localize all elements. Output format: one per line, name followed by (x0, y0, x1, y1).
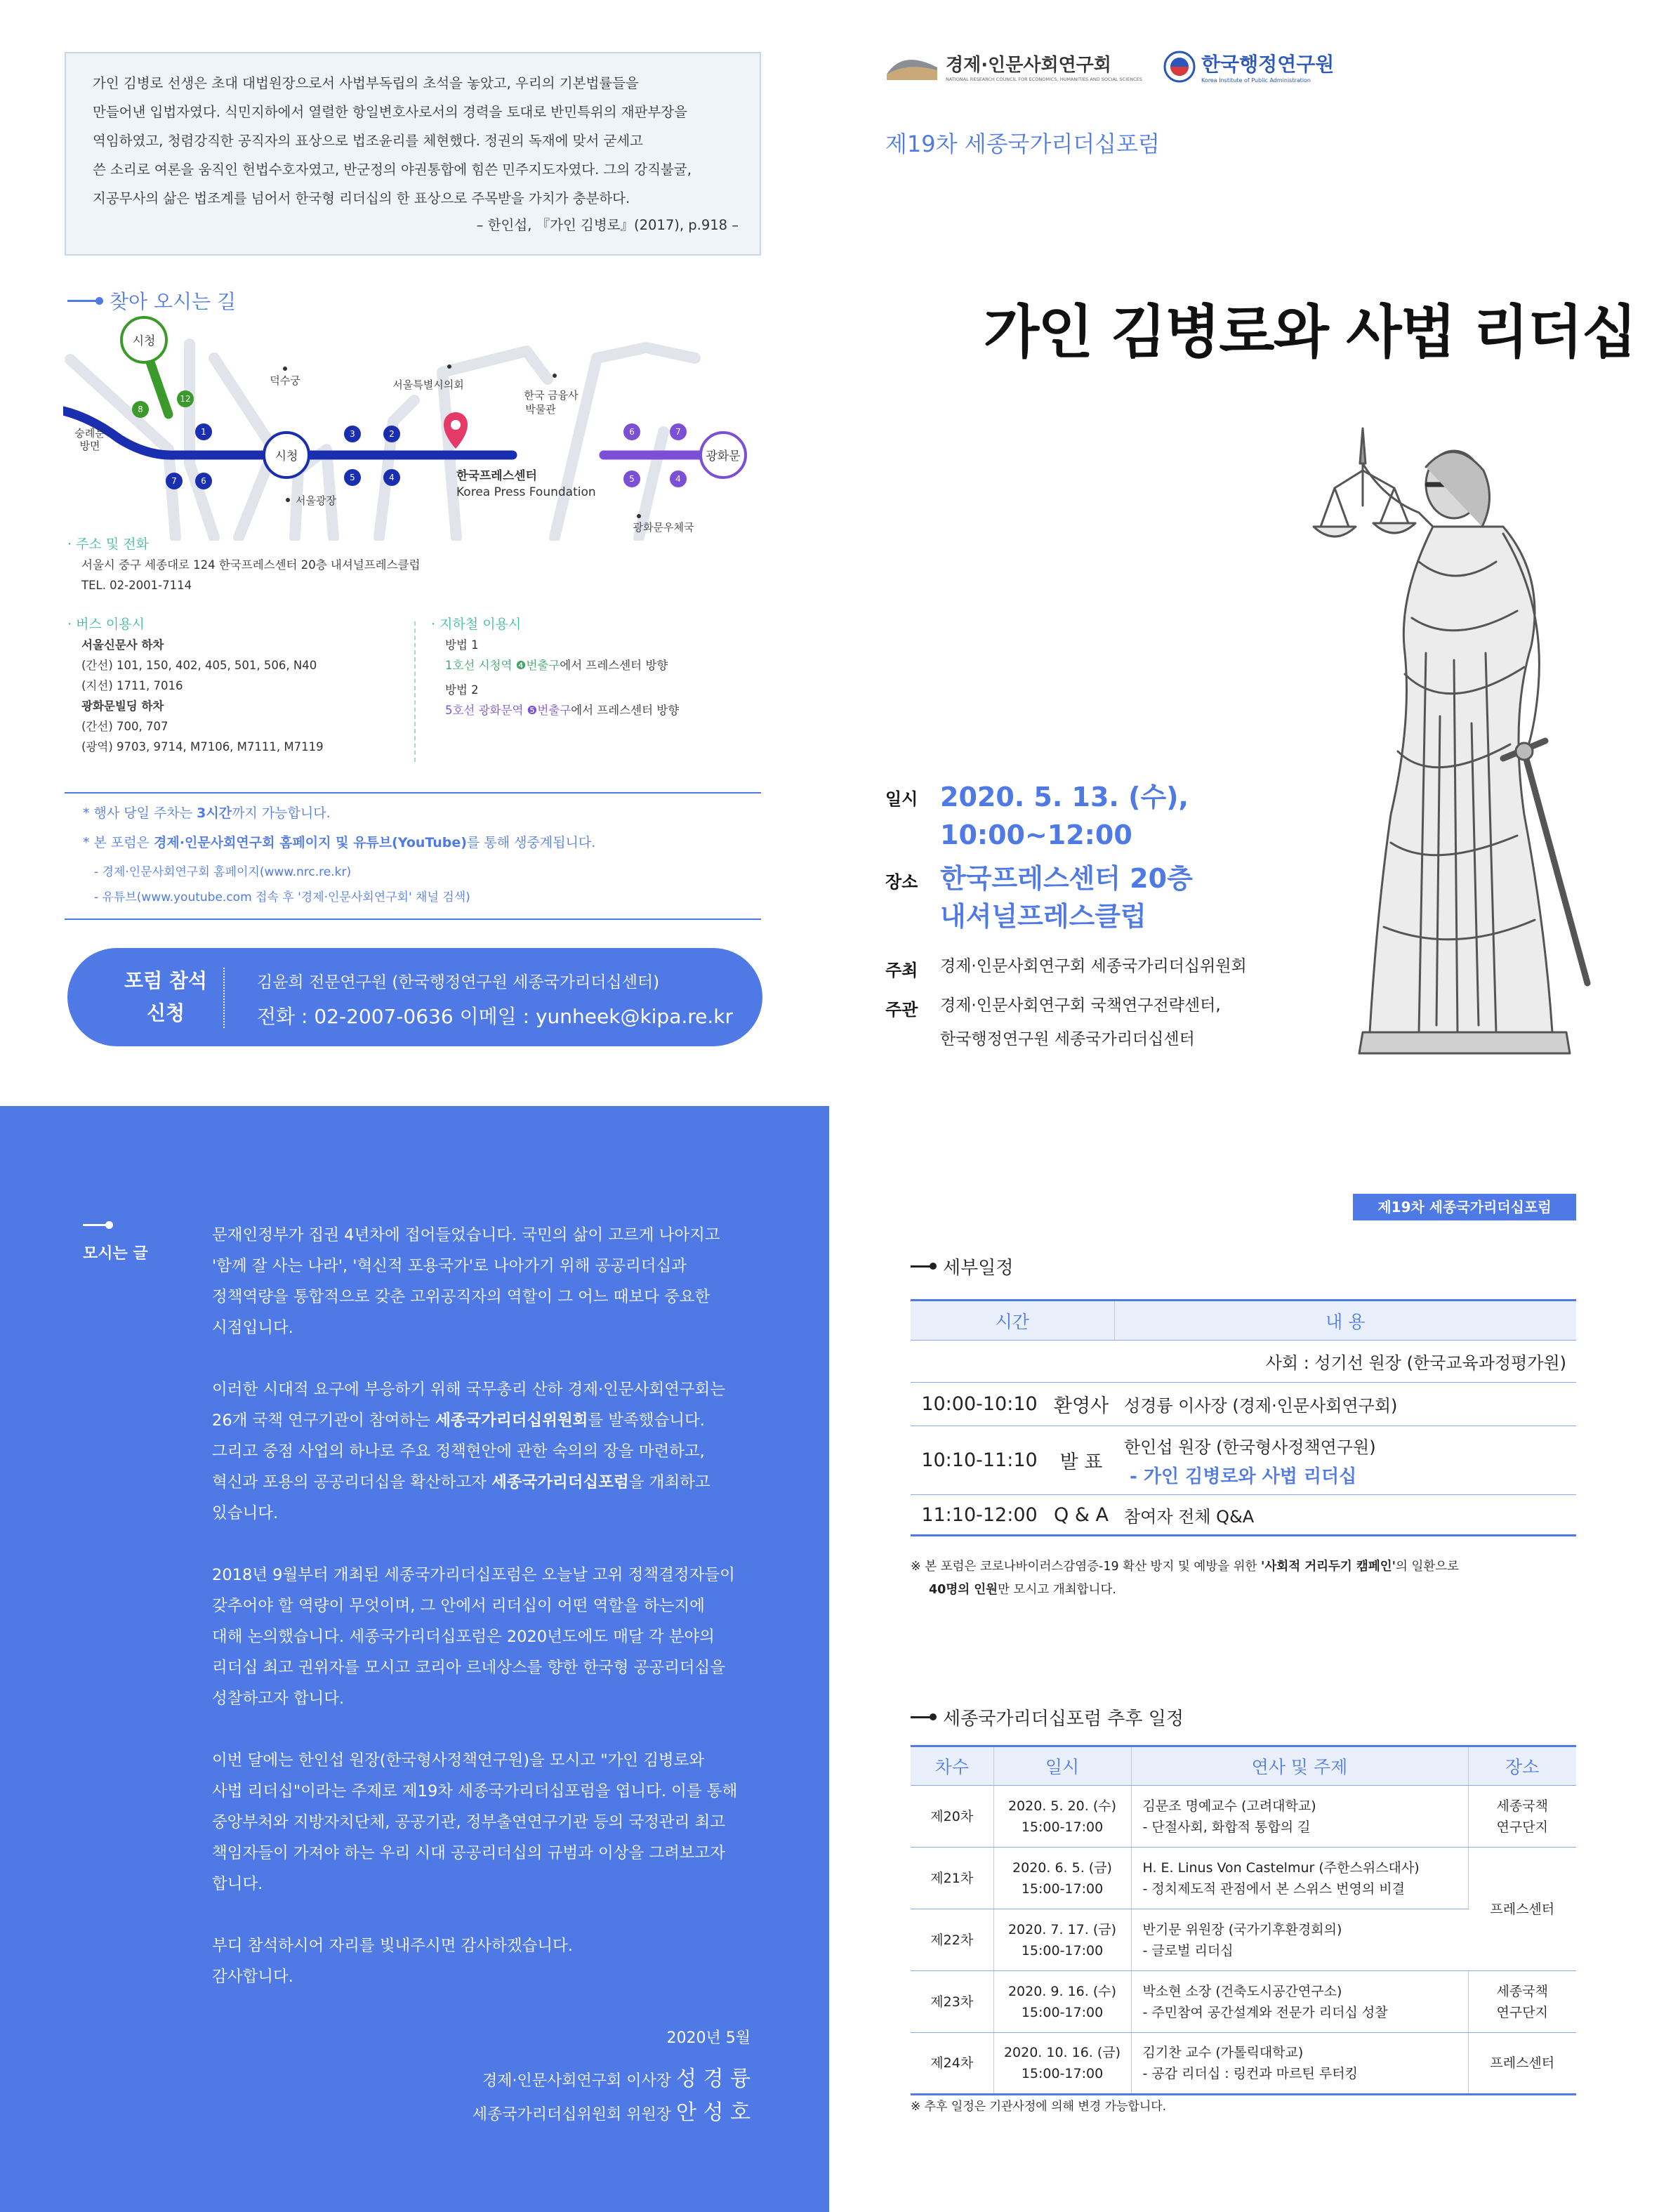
table-row (911, 1341, 1576, 1383)
svg-text:7: 7 (675, 427, 681, 437)
lady-justice-statue-image (1293, 421, 1615, 1060)
divider (65, 919, 761, 920)
svg-text:2: 2 (389, 429, 395, 439)
quote-line: 지공무사의 삶은 법조계를 넘어서 한국형 리더십의 한 표상으로 주목받을 가치가 충분하다. (93, 190, 630, 206)
invitation-line: 성찰하고자 합니다. (212, 1690, 345, 1708)
row-speaker: H. E. Linus Von Castelmur (주한스위스대사) - 정치제도적 관점에서 본 스위스 번영의 비결 (1131, 1848, 1468, 1909)
svg-text:6: 6 (201, 476, 206, 486)
table-row (911, 2033, 1576, 2095)
invitation-line: 2018년 9월부터 개최된 세종국가리더십포럼은 오늘날 고위 정책결정자들이 (212, 1566, 735, 1584)
event-place: 한국프레스센터 20층 내셔널프레스클럽 (940, 863, 1193, 932)
invitation-line: 문재인정부가 집권 4년차에 접어들었습니다. 국민의 삶이 고르게 나아지고 (212, 1226, 720, 1244)
row-no: 제24차 (911, 2033, 993, 2095)
signature-2: 세종국가리더십위원회 위원장 안 성 호 (472, 2100, 751, 2125)
nrc-logo-text: 경제·인문사회연구회 (946, 55, 1111, 76)
row-date: 2020. 5. 20. (수) 15:00-17:00 (993, 1786, 1131, 1848)
road (190, 344, 214, 537)
invitation-line: 시점입니다. (212, 1319, 293, 1337)
row-place: 프레스센터 (1468, 1848, 1576, 1971)
svg-text:광화문우체국: 광화문우체국 (633, 521, 694, 534)
invitation-line: 정책역량을 통합적으로 갖춘 고위공직자의 역할이 그 어느 때보다 중요한 (212, 1288, 710, 1306)
row-content: 참여자 전체 Q&A (1114, 1495, 1576, 1536)
moderator: 사회 : 성기선 원장 (한국교육과정평가원) (911, 1341, 1576, 1383)
subway-label: · 지하철 이용시 (431, 617, 522, 632)
address-label: · 주소 및 전화 (67, 536, 149, 552)
paragraph-gap (212, 1343, 753, 1374)
press-center-label: 한국프레스센터 (456, 469, 537, 483)
contact-info[interactable]: 전화 : 02-2007-0636 이메일 : yunheek@kipa.re.kr (257, 1005, 734, 1028)
address-text: 서울시 중구 세종대로 124 한국프레스센터 20층 내셔널프레스클럽 TEL. 02-2001-7114 (81, 558, 421, 592)
schedule-panel (829, 1106, 1659, 2212)
registration-box (67, 948, 762, 1046)
registration-label: 포럼 참석 신청 (124, 969, 207, 1025)
svg-text:4: 4 (389, 473, 395, 482)
row-place: 세종국책 연구단지 (1468, 1786, 1576, 1848)
invitation-line: 이번 달에는 한인섭 원장(한국형사정책연구원)을 모시고 "가인 김병로와 (212, 1751, 705, 1770)
bullet-line-icon (911, 1265, 934, 1268)
col-place: 장소 (1468, 1746, 1576, 1786)
table-row (911, 1971, 1576, 2033)
table-row (911, 1495, 1576, 1536)
row-speaker: 박소현 소장 (건축도시공간연구소) - 주민참여 공간설계와 전문가 리더십 성찰 (1131, 1971, 1468, 2033)
invitation-line: 갖추어야 할 역량이 무엇이며, 그 안에서 리더십이 어떤 역할을 하는지에 (212, 1597, 705, 1615)
svg-text:3: 3 (350, 429, 355, 439)
table-row (911, 1426, 1576, 1495)
invitation-title: 모시는 글 (83, 1245, 148, 1263)
quote-line: 만들어낸 입법자였다. 식민지하에서 열렬한 항일변호사로서의 경력을 토대로 반민특위의 재판부장을 (93, 104, 687, 120)
col-no: 차수 (911, 1746, 993, 1786)
invitation-line: 중앙부처와 지방자치단체, 공공기관, 정부출연연구기관 등의 국정관리 최고 (212, 1813, 726, 1831)
col-speaker: 연사 및 주제 (1131, 1746, 1468, 1786)
place-label: 장소 (885, 872, 918, 892)
invitation-line: 합니다. (212, 1875, 263, 1893)
invitation-line: '함께 잘 사는 나라', '혁신적 포용국가'로 나아가기 위해 공공리더십과 (212, 1257, 687, 1275)
invitation-line: 사법 리더십"이라는 주제로 제19차 세종국가리더십포럼을 엽니다. 이를 통해 (212, 1782, 738, 1800)
divider (223, 968, 225, 1028)
table-row (911, 1383, 1576, 1426)
invitation-line: 있습니다. (212, 1504, 279, 1522)
svg-text:방면: 방면 (79, 440, 100, 452)
kipa-logo-text: 한국행정연구원 (1201, 53, 1335, 76)
subway-text: 방법 1 1호선 시청역 ❹번출구에서 프레스센터 방향 방법 2 5호선 광화문역 ❺번출구에서 프레스센터 방향 (445, 638, 680, 717)
homepage-note: - 경제·인문사회연구회 홈페이지(www.nrc.re.kr) (94, 865, 352, 879)
distancing-note: ※ 본 포럼은 코로나바이러스감염증-19 확산 방지 및 예방을 위한 '사회적 거리두기 캠페인'의 일환으로 40명의 인원만 모시고 개최합니다. (911, 1560, 1460, 1597)
svg-text:서울광장: 서울광장 (296, 494, 336, 507)
invitation-line: 혁신과 포용의 공공리더십을 확산하고자 세종국가리더십포럼을 개최하고 (212, 1473, 710, 1492)
svg-text:5: 5 (629, 474, 635, 484)
forum-badge: 제19차 세종국가리더십포럼 (1353, 1194, 1576, 1220)
directions-panel (0, 0, 829, 1106)
schedule-table (911, 1299, 1576, 1536)
paragraph-gap (212, 1529, 753, 1560)
schedule-title: 세부일정 (943, 1258, 1014, 1279)
svg-text:7: 7 (171, 476, 177, 486)
table-row (911, 1786, 1576, 1848)
row-content: 성경륭 이사장 (경제·인문사회연구회) (1114, 1383, 1576, 1426)
cover-panel (829, 0, 1659, 1106)
svg-text:6: 6 (629, 427, 635, 437)
kipa-logo-subtext: Korea Institute of Public Administration (1201, 77, 1311, 84)
invitation-line: 대해 논의했습니다. 세종국가리더십포럼은 2020년도에도 매달 각 분야의 (212, 1628, 715, 1646)
svg-text:서울특별시의회: 서울특별시의회 (392, 378, 464, 391)
svg-text:1: 1 (201, 427, 206, 437)
row-content: 한인섭 원장 (한국형사정책연구원) - 가인 김병로와 사법 리더십 (1114, 1426, 1576, 1495)
future-schedule-table (911, 1745, 1576, 2095)
row-no: 제21차 (911, 1848, 993, 1909)
date-label: 일시 (885, 789, 918, 809)
row-speaker: 김문조 명예교수 (고려대학교) - 단절사회, 화합적 통합의 길 (1131, 1786, 1468, 1848)
signature-1: 경제·인문사회연구회 이사장 성 경 륭 (482, 2067, 751, 2091)
row-place: 세종국책 연구단지 (1468, 1971, 1576, 2033)
kipa-emblem-icon (1163, 51, 1196, 83)
row-speaker: 반기문 위원장 (국가기후환경회의) - 글로벌 리더십 (1131, 1909, 1468, 1971)
youtube-note: - 유튜브(www.youtube.com 접속 후 '경제·인문사회연구회' 채널 검색) (94, 890, 470, 904)
row-time: 11:10-12:00 (911, 1495, 1048, 1536)
quote-line: 역임하였고, 청렴강직한 공직자의 표상으로 법조윤리를 체현했다. 정권의 독재에 맞서 굳세고 (93, 133, 643, 149)
svg-text:박물관: 박물관 (525, 403, 556, 416)
paragraph-gap (212, 1714, 753, 1745)
row-no: 제23차 (911, 1971, 993, 2033)
nrc-logo (885, 51, 1142, 82)
svg-text:덕수궁: 덕수궁 (270, 374, 300, 387)
table-header (911, 1301, 1576, 1341)
organizer-text: 경제·인문사회연구회 국책연구전략센터, 한국행정연구원 세종국가리더십센터 (940, 996, 1221, 1048)
press-center-label-en: Korea Press Foundation (456, 485, 596, 499)
row-speaker: 김기찬 교수 (가톨릭대학교) - 공감 리더십 : 링컨과 마르틴 루터킹 (1131, 2033, 1468, 2095)
location-map (63, 316, 765, 541)
row-date: 2020. 10. 16. (금) 15:00-17:00 (993, 2033, 1131, 2095)
svg-text:한국 금융사: 한국 금융사 (524, 389, 579, 402)
quote-source: – 한인섭, 『가인 김병로』(2017), p.918 – (476, 217, 739, 233)
col-date: 일시 (993, 1746, 1131, 1786)
paragraph-gap (212, 1900, 753, 1930)
host-text: 경제·인문사회연구회 세종국가리더십위원회 (940, 957, 1247, 975)
stream-note: * 본 포럼은 경제·인문사회연구회 홈페이지 및 유튜브(YouTube)를 통해 생중계됩니다. (83, 835, 596, 850)
invitation-line: 이러한 시대적 요구에 부응하기 위해 국무총리 산하 경제·인문사회연구회는 (212, 1381, 726, 1399)
bullet-line-icon (83, 1224, 111, 1226)
nrc-logo-subtext: NATIONAL RESEARCH COUNCIL FOR ECONOMICS, HUMANITIES AND SOCIAL SCIENCES (946, 77, 1142, 82)
host-label: 주최 (885, 961, 918, 980)
svg-text:12: 12 (180, 394, 191, 404)
row-date: 2020. 9. 16. (수) 15:00-17:00 (993, 1971, 1131, 2033)
organizer-label: 주관 (885, 1000, 918, 1020)
table-header (911, 1746, 1576, 1786)
directions-heading (67, 287, 236, 315)
row-time: 10:00-10:10 (911, 1383, 1048, 1426)
quote-line: 쓴 소리로 여론을 움직인 헌법수호자였고, 반군정의 야권통합에 힘쓴 민주지도자였다. 그의 강직불굴, (93, 162, 692, 178)
invitation-line: 책임자들이 가져야 하는 우리 시대 공공리더십의 규범과 이상을 그려보고자 (212, 1844, 726, 1862)
bullet-line-icon (67, 300, 101, 302)
divider (65, 792, 761, 794)
future-title: 세종국가리더십포럼 추후 일정 (943, 1709, 1184, 1730)
col-content: 내 용 (1114, 1301, 1576, 1341)
svg-text:숭례문: 숭례문 (74, 427, 105, 440)
bus-label: · 버스 이용시 (67, 617, 145, 632)
future-heading (911, 1704, 1184, 1730)
main-title: 가인 김병로와 사법 리더십 (984, 299, 1636, 366)
divider (414, 621, 416, 762)
col-time: 시간 (911, 1301, 1114, 1341)
invitation-line: 부디 참석하시어 자리를 빛내주시면 감사하겠습니다. (212, 1937, 573, 1955)
invitation-line: 26개 국책 연구기관이 참여하는 세종국가리더십위원회를 발족했습니다. (212, 1411, 705, 1430)
row-role: 환영사 (1048, 1383, 1114, 1426)
row-time: 10:10-11:10 (911, 1426, 1048, 1495)
road (555, 348, 695, 537)
quote-line: 가인 김병로 선생은 초대 대법원장으로서 사법부독립의 초석을 놓았고, 우리의 기본법률들을 (93, 75, 639, 91)
directions-title: 찾아 오시는 길 (110, 290, 237, 313)
row-role: 발 표 (1048, 1426, 1114, 1495)
contact-person: 김윤희 전문연구원 (한국행정연구원 세종국가리더십센터) (257, 973, 660, 992)
row-place: 프레스센터 (1468, 2033, 1576, 2095)
invitation-line: 리더십 최고 권위자를 모시고 코리아 르네상스를 향한 한국형 공공리더십을 (212, 1659, 726, 1677)
row-date: 2020. 7. 17. (금) 15:00-17:00 (993, 1909, 1131, 1971)
svg-text:8: 8 (138, 404, 143, 414)
forum-number: 제19차 세종국가리더십포럼 (885, 131, 1160, 157)
road (379, 400, 414, 537)
map-label: 시청 (132, 334, 156, 348)
svg-text:5: 5 (350, 473, 355, 482)
invitation-line: 감사합니다. (212, 1968, 293, 1986)
row-role: Q & A (1048, 1495, 1114, 1536)
row-no: 제20차 (911, 1786, 993, 1848)
invitation-line: 그리고 중점 사업의 하나로 주요 정책현안에 관한 숙의의 장을 마련하고, (212, 1442, 705, 1461)
row-date: 2020. 6. 5. (금) 15:00-17:00 (993, 1848, 1131, 1909)
quote-box (65, 52, 761, 256)
parking-note: * 행사 당일 주차는 3시간까지 가능합니다. (83, 805, 331, 821)
schedule-heading (911, 1253, 1013, 1279)
bullet-line-icon (911, 1716, 934, 1718)
table-row (911, 1848, 1576, 1909)
nrc-logo-icon (885, 52, 939, 81)
event-date: 2020. 5. 13. (수), 10:00~12:00 (940, 782, 1189, 850)
invitation-body (212, 1220, 753, 1992)
row-no: 제22차 (911, 1909, 993, 1971)
invitation-date: 2020년 5월 (666, 2029, 751, 2047)
svg-text:4: 4 (675, 474, 681, 484)
kipa-logo (1163, 49, 1334, 84)
future-note: ※ 추후 일정은 기관사정에 의해 변경 가능합니다. (911, 2100, 1167, 2114)
map-label: 광화문 (706, 449, 741, 463)
invitation-panel (0, 1106, 829, 2212)
bus-text: 서울신문사 하차 (간선) 101, 150, 402, 405, 501, 506, N40 (지선) 1711, 7016 광화문빌딩 하차 (간선) 700, 707 (광역) 9703, 9714, M7106, M7111, M7119 (81, 638, 324, 753)
invitation-heading (83, 1224, 148, 1263)
map-label: 시청 (275, 449, 298, 463)
